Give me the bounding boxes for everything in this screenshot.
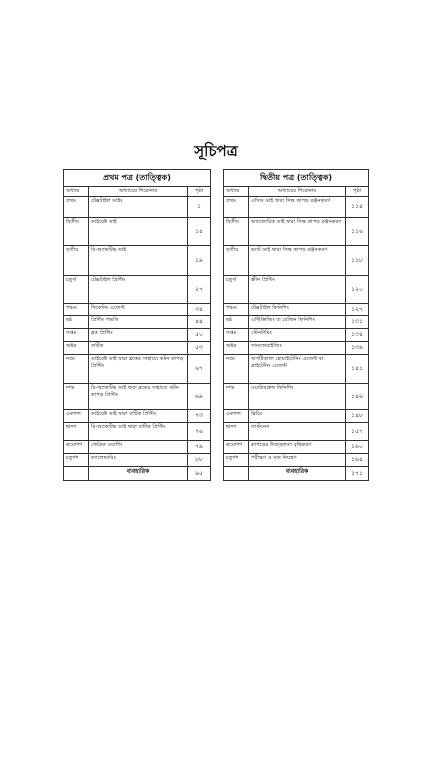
- table-row: [224, 384, 369, 410]
- chapter-title-cell: ক্যালেন্ডারিং: [89, 454, 188, 467]
- chapter-title-cell: রি-অ্যাকটিভ ডাই: [89, 246, 188, 276]
- table-row: [64, 454, 211, 467]
- page-number-cell: ১২৭: [346, 304, 369, 316]
- chapter-cell: ষষ্ঠ: [64, 316, 89, 329]
- page-number-cell: ১১৬: [346, 218, 369, 246]
- chapter-title-cell: টেক্সটাইল ফিনিশিং: [249, 304, 346, 316]
- table-row: [64, 197, 211, 218]
- page-number-cell: ১: [188, 197, 211, 218]
- column-header-name: অধ্যায়ের শিরোনাম: [89, 187, 188, 197]
- chapter-cell: অষ্টম: [64, 342, 89, 355]
- page-number-cell: ১৩১: [346, 316, 369, 329]
- table-row: [224, 304, 369, 316]
- chapter-cell: একাদশ: [64, 410, 89, 423]
- page-number-cell: ৮৮: [188, 454, 211, 467]
- page-number-cell: ১৬৪: [346, 454, 369, 467]
- chapter-title-cell: ব্লিচিং: [249, 410, 346, 423]
- table-row: [64, 246, 211, 276]
- paper-one-table: [63, 169, 211, 481]
- table-row: [224, 316, 369, 329]
- empty-cell: [224, 467, 249, 481]
- chapter-title-cell: ডাইরেক্ট ডাই: [89, 218, 188, 246]
- chapter-title-cell: অ্যাজোয়িক ডাই দ্বারা সিল্ক কাপড় রঞ্জনকরণ: [249, 218, 346, 246]
- page-number-cell: ১৫৭: [346, 423, 369, 441]
- chapter-title-cell: সানফোরাইজিং: [249, 342, 346, 355]
- page-number-cell: ১৯: [188, 246, 211, 276]
- table-row: [64, 384, 211, 410]
- chapter-cell: অষ্টম: [224, 342, 249, 355]
- page-number-cell: ১৩৪: [346, 329, 369, 342]
- page-number-cell: ১৩৯: [346, 342, 369, 355]
- table-row: [224, 197, 369, 218]
- chapter-title-cell: স্ক্রীন প্রিন্টিং: [249, 276, 346, 304]
- empty-cell: [64, 467, 89, 481]
- chapter-title-cell: কাপড়ের উজ্জ্বলতা বৃদ্ধিকরণ: [249, 441, 346, 454]
- table-caption: দ্বিতীয় পত্র (তাত্ত্বিক): [224, 170, 369, 187]
- column-header-page: পৃষ্ঠা: [188, 187, 211, 197]
- page-number-cell: ৭৯: [188, 441, 211, 454]
- table-row: [224, 355, 369, 384]
- table-row: [64, 355, 211, 384]
- chapter-cell: সপ্তম: [64, 329, 89, 342]
- table-row: [224, 329, 369, 342]
- page-number-cell: ১৪৮: [346, 410, 369, 423]
- chapter-title-cell: ফাস্টনেস: [249, 423, 346, 441]
- paper-two-table: [223, 169, 369, 481]
- practical-label: ব্যবহারিক: [249, 467, 346, 481]
- column-header-name: অধ্যায়ের শিরোনাম: [249, 187, 346, 197]
- chapter-title-cell: থিকেনিং এজেন্ট: [89, 304, 188, 316]
- chapter-title-cell: ডাইরেক্ট ডাই দ্বারা ব্লকের সাহায্যে কটন কাপড় প্রিন্টিং: [89, 355, 188, 384]
- chapter-cell: দশম: [64, 384, 89, 410]
- chapter-title-cell: রি-অ্যাকটিভ ডাই দ্বারা বাটিক প্রিন্টিং: [89, 423, 188, 441]
- page-number-cell: ১৪১: [346, 355, 369, 384]
- practical-page-number: ৯৫: [188, 467, 211, 481]
- chapter-title-cell: ওয়াটারপ্রুফ ফিনিশিং: [249, 384, 346, 410]
- chapter-title-cell: টেক্সটাইল ডাইং: [89, 197, 188, 218]
- table-row: [224, 342, 369, 355]
- chapter-title-cell: রি-অ্যাকটিভ ডাই দ্বারা ব্লকের সাহায্যে কটন কাপড় প্রিন্টিং: [89, 384, 188, 410]
- chapter-title-cell: স্টেনটারিং: [249, 329, 346, 342]
- chapter-cell: চতুর্দশ: [224, 454, 249, 467]
- chapter-cell: ষষ্ঠ: [224, 316, 249, 329]
- chapter-cell: দ্বিতীয়: [64, 218, 89, 246]
- chapter-cell: প্রথম: [64, 197, 89, 218]
- chapter-cell: চতুর্থ: [224, 276, 249, 304]
- chapter-title-cell: টেক্সটাইল প্রিন্টিং: [89, 276, 188, 304]
- chapter-title-cell: পরীক্ষণ ও মান নিয়ন্ত্রণ: [249, 454, 346, 467]
- chapter-title-cell: প্রিন্টিং পদ্ধতি: [89, 316, 188, 329]
- page-number-cell: ১২০: [346, 276, 369, 304]
- table-row: [64, 304, 211, 316]
- chapter-title-cell: ফেব্রিক ওয়াশিং: [89, 441, 188, 454]
- page-number-cell: ৭৩: [188, 410, 211, 423]
- table-row: [224, 246, 369, 276]
- chapter-cell: ত্রয়োদশ: [64, 441, 89, 454]
- chapter-title-cell: ডাইরেক্ট ডাই দ্বারা বাটিক প্রিন্টিং: [89, 410, 188, 423]
- chapter-cell: একাদশ: [224, 410, 249, 423]
- chapter-cell: দশম: [224, 384, 249, 410]
- table-row: [64, 316, 211, 329]
- page-number-cell: ১১৪: [346, 197, 369, 218]
- practical-page-number: ১৭১: [346, 467, 369, 481]
- table-row: [64, 441, 211, 454]
- table-row: [224, 423, 369, 441]
- table-row: [224, 276, 369, 304]
- footer-row: [64, 467, 211, 481]
- chapter-title-cell: এসিড ডাই দ্বারা সিল্ক কাপড় রঞ্জনকরণ: [249, 197, 346, 218]
- table-row: [224, 454, 369, 467]
- chapter-cell: প্রথম: [224, 197, 249, 218]
- page-number-cell: ৬৯: [188, 384, 211, 410]
- chapter-cell: পঞ্চম: [64, 304, 89, 316]
- footer-row: [224, 467, 369, 481]
- page-number-cell: ১১৮: [346, 246, 369, 276]
- chapter-cell: নবম: [64, 355, 89, 384]
- page-number-cell: ৫৩: [188, 342, 211, 355]
- chapter-cell: চতুর্দশ: [64, 454, 89, 467]
- column-header-chapter: অধ্যায়: [64, 187, 89, 197]
- table-row: [64, 410, 211, 423]
- table-row: [224, 410, 369, 423]
- practical-label: ব্যবহারিক: [89, 467, 188, 481]
- table-row: [64, 218, 211, 246]
- page-number-cell: ১৪: [188, 218, 211, 246]
- chapter-cell: পঞ্চম: [224, 304, 249, 316]
- page-number-cell: ১৪৬: [346, 384, 369, 410]
- chapter-cell: ত্রয়োদশ: [224, 441, 249, 454]
- chapter-cell: নবম: [224, 355, 249, 384]
- chapter-cell: দ্বাদশ: [64, 423, 89, 441]
- chapter-title-cell: ভ্যাট ডাই দ্বারা সিল্ক কাপড় রঞ্জনকরণ: [249, 246, 346, 276]
- table-row: [64, 342, 211, 355]
- chapter-cell: সপ্তম: [224, 329, 249, 342]
- page-number-cell: ২৭: [188, 276, 211, 304]
- column-header-page: পৃষ্ঠা: [346, 187, 369, 197]
- page-number-cell: ৫০: [188, 329, 211, 342]
- table-row: [224, 441, 369, 454]
- chapter-cell: তৃতীয়: [64, 246, 89, 276]
- chapter-cell: দ্বিতীয়: [224, 218, 249, 246]
- page-number-cell: ৪৪: [188, 316, 211, 329]
- chapter-cell: চতুর্থ: [64, 276, 89, 304]
- chapter-title-cell: এন্টিক্রিজিং বা রেজিন ফিনিশিং: [249, 316, 346, 329]
- table-caption: প্রথম পত্র (তাত্ত্বিক): [64, 170, 211, 187]
- chapter-cell: তৃতীয়: [224, 246, 249, 276]
- chapter-title-cell: অপটিক্যাল হোয়াইটেনিং এজেন্ট বা ব্রাইটেনিং এজেন্ট: [249, 355, 346, 384]
- chapter-cell: দ্বাদশ: [224, 423, 249, 441]
- table-row: [224, 218, 369, 246]
- chapter-title-cell: বাটিক: [89, 342, 188, 355]
- table-row: [64, 276, 211, 304]
- table-row: [64, 329, 211, 342]
- page-number-cell: ৭৬: [188, 423, 211, 441]
- page-number-cell: ৬৭: [188, 355, 211, 384]
- chapter-title-cell: ব্লক প্রিন্টিং: [89, 329, 188, 342]
- page-number-cell: ৩৪: [188, 304, 211, 316]
- page-number-cell: ১৬০: [346, 441, 369, 454]
- column-header-chapter: অধ্যায়: [224, 187, 249, 197]
- table-row: [64, 423, 211, 441]
- page-title: সূচিপত্র: [194, 142, 238, 160]
